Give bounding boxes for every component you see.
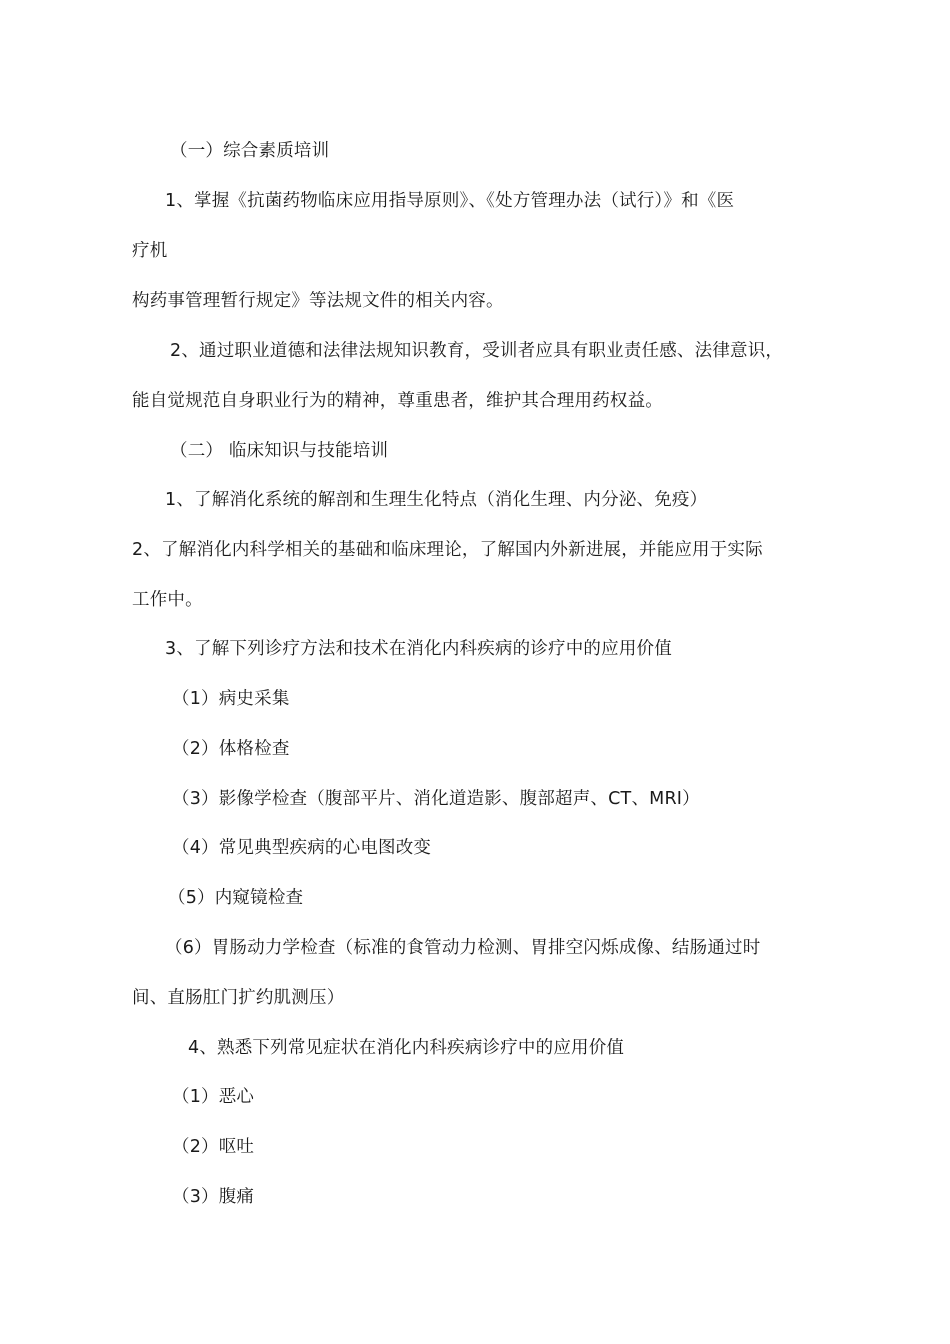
paragraph-line: 2、了解消化内科学相关的基础和临床理论，了解国内外新进展，并能应用于实际 bbox=[132, 540, 763, 560]
list-item: （2）体格检查 bbox=[172, 739, 290, 759]
list-item: （4）常见典型疾病的心电图改变 bbox=[172, 838, 432, 858]
list-item: （3）腹痛 bbox=[172, 1187, 255, 1207]
paragraph-line: 疗机 bbox=[132, 241, 168, 261]
list-item: 间、直肠肛门扩约肌测压） bbox=[132, 988, 345, 1008]
list-item: （6）胃肠动力学检查（标准的食管动力检测、胃排空闪烁成像、结肠通过时 bbox=[165, 938, 761, 958]
list-item: （3）影像学检查（腹部平片、消化道造影、腹部超声、CT、MRI） bbox=[172, 789, 700, 809]
list-item: （1）病史采集 bbox=[172, 689, 290, 709]
list-item: （1）恶心 bbox=[172, 1087, 255, 1107]
paragraph-line: 能自觉规范自身职业行为的精神，尊重患者，维护其合理用药权益。 bbox=[132, 391, 663, 411]
paragraph-line: 构药事管理暂行规定》等法规文件的相关内容。 bbox=[132, 291, 504, 311]
list-item: （2）呕吐 bbox=[172, 1137, 255, 1157]
paragraph-line: 4、熟悉下列常见症状在消化内科疾病诊疗中的应用价值 bbox=[188, 1038, 625, 1058]
paragraph-line: 1、掌握《抗菌药物临床应用指导原则》、《处方管理办法（试行）》和《医 bbox=[165, 191, 735, 211]
section-heading-1: （一）综合素质培训 bbox=[170, 141, 330, 161]
list-item: （5）内窥镜检查 bbox=[168, 888, 304, 908]
section-heading-2: （二） 临床知识与技能培训 bbox=[170, 441, 389, 461]
paragraph-line: 2、通过职业道德和法律法规知识教育，受训者应具有职业责任感、法律意识， bbox=[170, 341, 784, 361]
paragraph-line: 工作中。 bbox=[132, 590, 203, 610]
paragraph-line: 1、了解消化系统的解剖和生理生化特点（消化生理、内分泌、免疫） bbox=[165, 490, 708, 510]
paragraph-line: 3、了解下列诊疗方法和技术在消化内科疾病的诊疗中的应用价值 bbox=[165, 639, 672, 659]
